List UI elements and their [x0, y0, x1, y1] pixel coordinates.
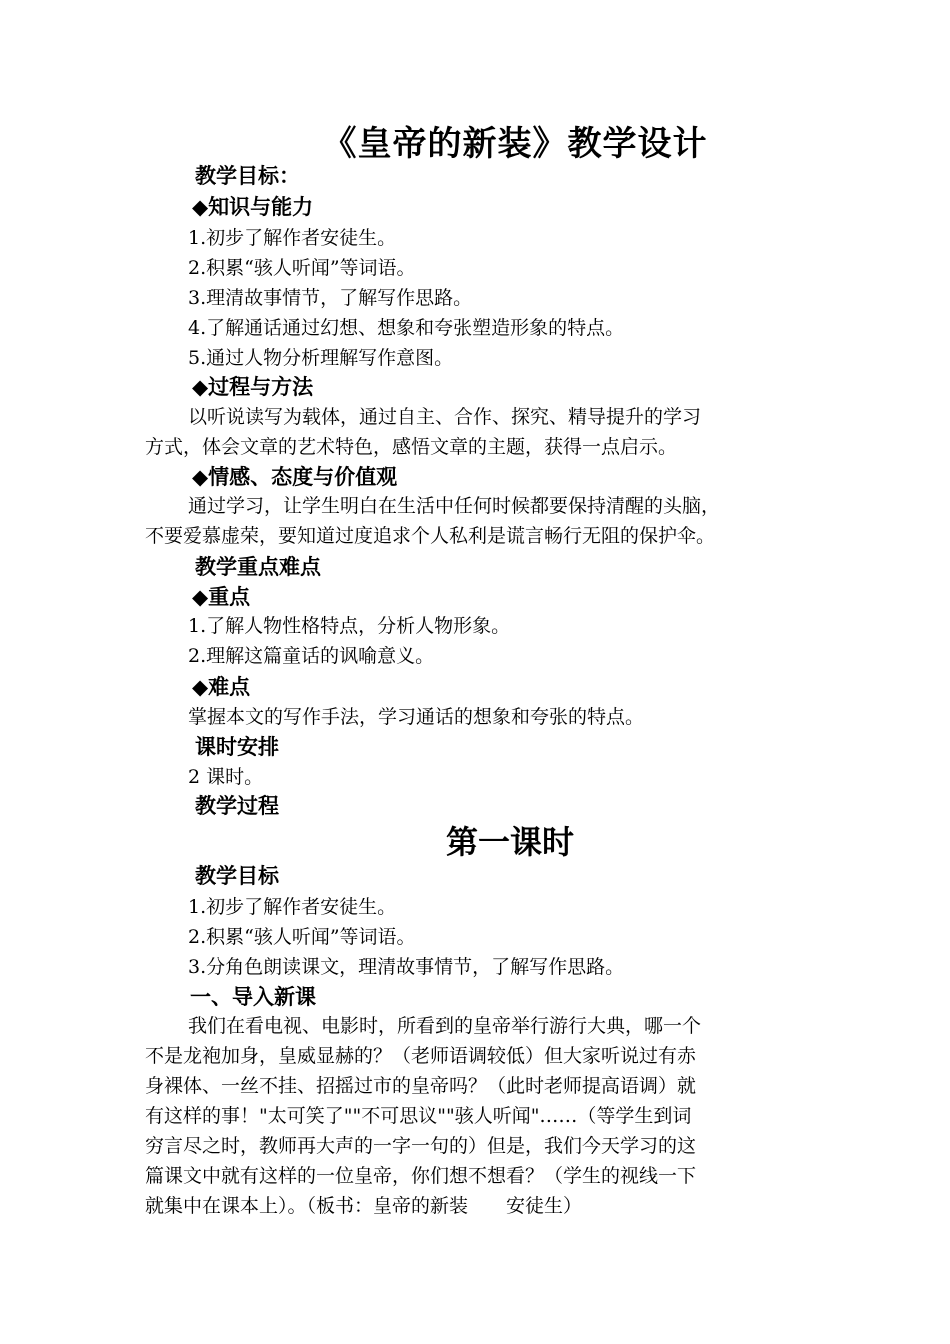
intro-heading: 一、导入新课: [190, 985, 316, 1009]
key-item: 1.了解人物性格特点，分析人物形象。: [188, 615, 511, 637]
intro-paragraph-line: 不是龙袍加身，皇威显赫的？（老师语调较低）但大家听说过有赤: [145, 1045, 697, 1067]
goals-heading: 教学目标：: [195, 164, 300, 188]
lesson1-goal-item: 3.分角色朗读课文，理清故事情节，了解写作思路。: [188, 956, 625, 978]
emotion-paragraph-line: 不要爱慕虚荣，要知道过度追求个人私利是谎言畅行无阻的保护伞。: [145, 525, 716, 547]
lesson1-goal-item: 2.积累“骇人听闻”等词语。: [188, 926, 416, 948]
intro-paragraph-line: 我们在看电视、电影时，所看到的皇帝举行游行大典，哪一个: [188, 1015, 702, 1037]
emotion-heading: ◆情感、态度与价值观: [192, 465, 398, 489]
intro-paragraph-line: 篇课文中就有这样的一位皇帝，你们想不想看？（学生的视线一下: [145, 1165, 697, 1187]
schedule-text: 2 课时。: [188, 766, 264, 788]
difficult-heading: ◆难点: [192, 675, 251, 699]
key-heading: ◆重点: [192, 585, 251, 609]
intro-paragraph-line: 有这样的事！"太可笑了""不可思议""骇人听闻"……（等学生到词: [145, 1105, 692, 1127]
knowledge-item: 5.通过人物分析理解写作意图。: [188, 347, 454, 369]
process-paragraph-line: 以听说读写为载体，通过自主、合作、探究、精导提升的学习: [188, 406, 702, 428]
process-heading: ◆过程与方法: [192, 375, 314, 399]
knowledge-item: 3.理清故事情节，了解写作思路。: [188, 287, 473, 309]
procedure-heading: 教学过程: [195, 794, 279, 818]
intro-paragraph-line: 穷言尽之时，教师再大声的一字一句的）但是，我们今天学习的这: [145, 1135, 697, 1157]
knowledge-item: 1.初步了解作者安徒生。: [188, 227, 397, 249]
intro-paragraph-line: 身裸体、一丝不挂、招摇过市的皇帝吗？（此时老师提高语调）就: [145, 1075, 697, 1097]
key-item: 2.理解这篇童话的讽喻意义。: [188, 645, 435, 667]
key-difficult-heading: 教学重点难点: [195, 555, 321, 579]
lesson1-title: 第一课时: [445, 823, 574, 861]
schedule-heading: 课时安排: [195, 735, 279, 759]
lesson1-goal-item: 1.初步了解作者安徒生。: [188, 896, 397, 918]
process-paragraph-line: 方式，体会文章的艺术特色，感悟文章的主题，获得一点启示。: [145, 436, 678, 458]
knowledge-item: 2.积累“骇人听闻”等词语。: [188, 257, 416, 279]
knowledge-heading: ◆知识与能力: [192, 195, 314, 219]
document-title: 《皇帝的新装》教学设计: [322, 124, 708, 164]
difficult-text: 掌握本文的写作手法，学习通话的想象和夸张的特点。: [188, 706, 645, 728]
intro-paragraph-line: 就集中在课本上）。（板书：皇帝的新装 安徒生）: [145, 1195, 583, 1217]
emotion-paragraph-line: 通过学习，让学生明白在生活中任何时候都要保持清醒的头脑，: [188, 495, 721, 517]
lesson1-goals-heading: 教学目标: [195, 864, 279, 888]
knowledge-item: 4.了解通话通过幻想、想象和夸张塑造形象的特点。: [188, 317, 625, 339]
